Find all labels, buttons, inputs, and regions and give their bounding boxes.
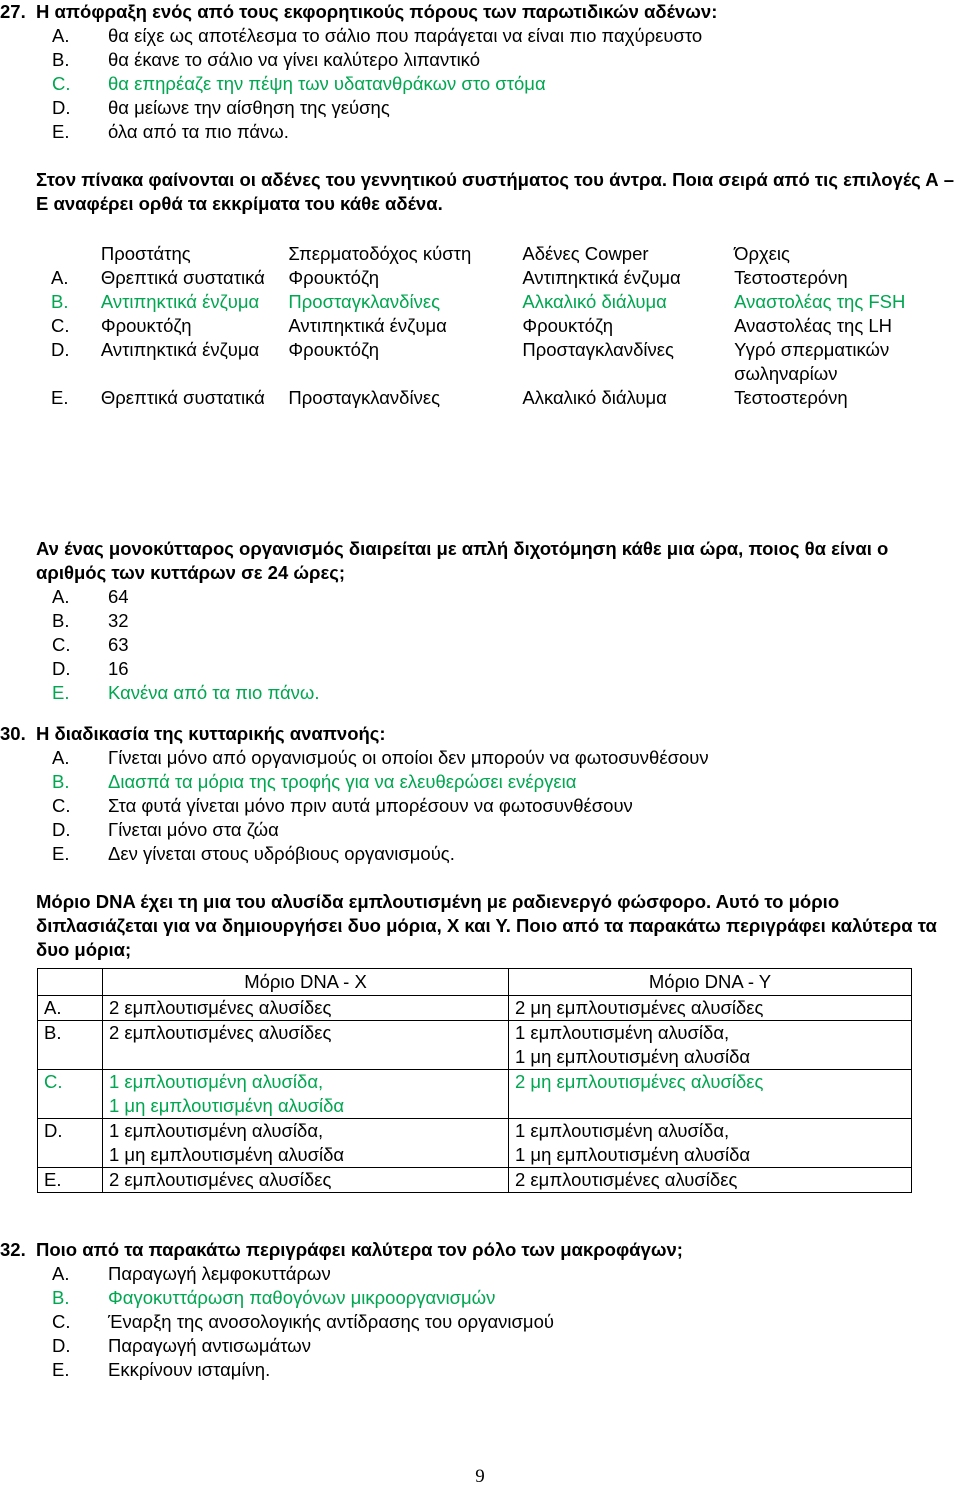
option-c	[0, 633, 960, 657]
table-row	[51, 386, 960, 410]
table-cell	[103, 1070, 509, 1119]
cell-line: 1 μη εμπλουτισμένη αλυσίδα	[515, 1046, 751, 1067]
option-text: θα είχε ως αποτέλεσμα το σάλιο που παράγεται να είναι πιο παχύρευστο	[108, 25, 703, 46]
table-row	[51, 338, 960, 386]
table-cell	[103, 996, 509, 1021]
header-cell: Μόριο DNA - Y	[509, 969, 912, 996]
option-text: Έναρξη της ανοσολογικής αντίδρασης του οργανισμού	[108, 1311, 554, 1332]
options-list	[0, 24, 960, 144]
option-text: 63	[108, 634, 129, 655]
question-title	[0, 168, 960, 216]
table-cell	[103, 1168, 509, 1193]
question-28	[0, 168, 960, 408]
cell-line: 2 εμπλουτισμένες αλυσίδες	[515, 1169, 738, 1190]
option-text: 16	[108, 658, 129, 679]
option-letter: E.	[52, 843, 70, 864]
question-27	[0, 0, 960, 144]
table-row	[38, 1070, 912, 1119]
row-letter: C.	[51, 315, 70, 336]
cell-line: 1 εμπλουτισμένη αλυσίδα,	[109, 1071, 324, 1092]
header-cell: Προστάτης	[100, 243, 191, 264]
cell-line: 1 εμπλουτισμένη αλυσίδα,	[109, 1120, 324, 1141]
option-text: Παραγωγή αντισωμάτων	[108, 1335, 311, 1356]
table-cell	[103, 1119, 509, 1168]
option-d	[0, 96, 960, 120]
option-b	[0, 609, 960, 633]
option-a	[0, 1262, 960, 1286]
table-row	[51, 290, 960, 314]
option-letter: D.	[52, 658, 71, 679]
question-number: 27.	[0, 1, 26, 22]
table-cell: Αντιπηκτικά ένζυμα	[522, 267, 681, 288]
table-cell: Φρουκτόζη	[288, 339, 380, 360]
question-text: Αν ένας μονοκύτταρος οργανισμός διαιρείται με απλή διχοτόμηση κάθε μια ώρα, ποιος θα είναι ο αριθμός των κυττάρων σε 24 ώρες;	[36, 538, 889, 583]
option-text: Φαγοκυττάρωση παθογόνων μικροοργανισμών	[108, 1287, 496, 1308]
table-cell: Φρουκτόζη	[100, 315, 192, 336]
table-cell	[509, 1021, 912, 1070]
question-title	[0, 1238, 960, 1262]
option-letter: B.	[52, 610, 70, 631]
table-header-row	[51, 242, 960, 266]
option-letter: D.	[52, 97, 71, 118]
page-number: 9	[475, 1466, 485, 1487]
table-cell: Τεστοστερόνη	[734, 267, 848, 288]
table-cell: Τεστοστερόνη	[734, 387, 848, 408]
option-e	[0, 842, 960, 866]
table-cell	[509, 1119, 912, 1168]
option-letter: B.	[52, 1287, 70, 1308]
table-cell: Θρεπτικά συστατικά	[100, 387, 265, 408]
table-cell: Αναστολέας της FSH	[734, 291, 906, 312]
table-cell: Θρεπτικά συστατικά	[100, 267, 265, 288]
option-text: Δεν γίνεται στους υδρόβιους οργανισμούς.	[108, 843, 455, 864]
option-letter: A.	[52, 25, 70, 46]
option-d	[0, 657, 960, 681]
cell-line: 1 μη εμπλουτισμένη αλυσίδα	[515, 1144, 751, 1165]
option-text: Κανένα από τα πιο πάνω.	[108, 682, 320, 703]
question-number	[0, 537, 36, 561]
table-cell: Αντιπηκτικά ένζυμα	[288, 315, 447, 336]
table-cell: Προσταγκλανδίνες	[288, 291, 440, 312]
question-text: Ποιο από τα παρακάτω περιγράφει καλύτερα τον ρόλο των μακροφάγων;	[36, 1239, 683, 1260]
row-letter: A.	[51, 267, 69, 288]
options-list	[0, 1262, 960, 1382]
option-letter: C.	[52, 634, 71, 655]
table-cell: Φρουκτόζη	[288, 267, 380, 288]
option-letter: A.	[52, 1263, 70, 1284]
cell-line: 2 μη εμπλουτισμένες αλυσίδες	[515, 997, 764, 1018]
question-29	[0, 537, 960, 705]
table-row	[38, 1021, 912, 1070]
header-cell: Αδένες Cowper	[522, 243, 649, 264]
option-letter: E.	[52, 682, 70, 703]
options-list	[0, 746, 960, 866]
option-text: Παραγωγή λεμφοκυττάρων	[108, 1263, 331, 1284]
table-cell	[509, 1070, 912, 1119]
question-31	[0, 890, 960, 1190]
cell-line: 1 μη εμπλουτισμένη αλυσίδα	[109, 1144, 345, 1165]
cell-line: 1 μη εμπλουτισμένη αλυσίδα	[109, 1095, 345, 1116]
table-header-row	[38, 969, 912, 996]
question-number: 32.	[0, 1239, 26, 1260]
option-letter: B.	[52, 771, 70, 792]
option-a	[0, 585, 960, 609]
option-letter: E.	[52, 1359, 70, 1380]
header-cell: Σπερματοδόχος κύστη	[288, 243, 472, 264]
option-letter: D.	[52, 819, 71, 840]
option-text: θα επηρέαζε την πέψη των υδατανθράκων στο στόμα	[108, 73, 546, 94]
table-cell: Προσταγκλανδίνες	[288, 387, 440, 408]
option-c	[0, 1310, 960, 1334]
table-row	[51, 314, 960, 338]
table-row	[38, 996, 912, 1021]
option-b	[0, 1286, 960, 1310]
question-32	[0, 1238, 960, 1382]
row-letter: B.	[51, 291, 69, 312]
table-cell	[509, 996, 912, 1021]
glands-table	[51, 242, 960, 410]
header-cell: Όρχεις	[734, 243, 790, 264]
table-row	[51, 266, 960, 290]
row-letter: B.	[38, 1021, 103, 1070]
option-text: 64	[108, 586, 129, 607]
dna-table	[37, 968, 912, 1193]
option-text: 32	[108, 610, 129, 631]
row-letter: D.	[51, 339, 70, 360]
question-title	[0, 537, 960, 585]
options-list	[0, 585, 960, 705]
table-cell: Υγρό σπερματικών σωληναρίων	[734, 339, 890, 384]
question-title	[0, 722, 960, 746]
option-a	[0, 24, 960, 48]
option-text: Διασπά τα μόρια της τροφής για να ελευθερώσει ενέργεια	[108, 771, 577, 792]
table-cell: Αντιπηκτικά ένζυμα	[100, 291, 260, 312]
table-row	[38, 1119, 912, 1168]
table-cell: Αλκαλικό διάλυμα	[522, 291, 667, 312]
row-letter: D.	[38, 1119, 103, 1168]
option-e	[0, 1358, 960, 1382]
question-text: Μόριο DNA έχει τη μια του αλυσίδα εμπλουτισμένη με ραδιενεργό φώσφορο. Αυτό το μόριο διπλασιάζεται για να δημιουργήσει δυο μόρια, Χ και Υ. Ποιο από τα παρακάτω περιγράφει καλύτερα τα δυο μόρια;	[36, 891, 937, 960]
option-a	[0, 746, 960, 770]
option-letter: B.	[52, 49, 70, 70]
option-letter: C.	[52, 73, 71, 94]
table-cell: Αντιπηκτικά ένζυμα	[100, 339, 260, 360]
table-cell: Αναστολέας της LH	[734, 315, 893, 336]
row-letter: C.	[38, 1070, 103, 1119]
option-text: Εκκρίνουν ισταμίνη.	[108, 1359, 271, 1380]
option-e	[0, 120, 960, 144]
row-letter: A.	[38, 996, 103, 1021]
cell-line: 2 εμπλουτισμένες αλυσίδες	[109, 1022, 332, 1043]
option-letter: A.	[52, 586, 70, 607]
question-text: Η διαδικασία της κυτταρικής αναπνοής:	[36, 723, 386, 744]
option-letter: C.	[52, 1311, 71, 1332]
table-cell: Αλκαλικό διάλυμα	[522, 387, 667, 408]
row-letter: E.	[38, 1168, 103, 1193]
table-cell: Προσταγκλανδίνες	[522, 339, 674, 360]
question-text: Η απόφραξη ενός από τους εκφορητικούς πόρους των παρωτιδικών αδένων:	[36, 1, 718, 22]
option-text: Γίνεται μόνο από οργανισμούς οι οποίοι δεν μπορούν να φωτοσυνθέσουν	[108, 747, 709, 768]
question-number	[0, 168, 36, 192]
cell-line: 1 εμπλουτισμένη αλυσίδα,	[515, 1022, 730, 1043]
question-title	[0, 890, 960, 962]
table-cell	[103, 1021, 509, 1070]
option-c	[0, 72, 960, 96]
option-text: θα έκανε το σάλιο να γίνει καλύτερο λιπαντικό	[108, 49, 480, 70]
option-text: όλα από τα πιο πάνω.	[108, 121, 289, 142]
option-letter: D.	[52, 1335, 71, 1356]
question-number: 30.	[0, 723, 26, 744]
header-cell: Μόριο DNA - X	[103, 969, 509, 996]
cell-line: 2 εμπλουτισμένες αλυσίδες	[109, 997, 332, 1018]
question-title	[0, 0, 960, 24]
option-e	[0, 681, 960, 705]
table-cell	[509, 1168, 912, 1193]
table-cell: Φρουκτόζη	[522, 315, 614, 336]
option-letter: A.	[52, 747, 70, 768]
row-letter: E.	[51, 387, 69, 408]
table-row	[38, 1168, 912, 1193]
cell-line: 2 μη εμπλουτισμένες αλυσίδες	[515, 1071, 764, 1092]
option-c	[0, 794, 960, 818]
cell-line: 1 εμπλουτισμένη αλυσίδα,	[515, 1120, 730, 1141]
option-d	[0, 818, 960, 842]
option-text: θα μείωνε την αίσθηση της γεύσης	[108, 97, 390, 118]
option-b	[0, 48, 960, 72]
question-30	[0, 722, 960, 866]
cell-line: 2 εμπλουτισμένες αλυσίδες	[109, 1169, 332, 1190]
option-d	[0, 1334, 960, 1358]
option-letter: E.	[52, 121, 70, 142]
option-letter: C.	[52, 795, 71, 816]
option-text: Γίνεται μόνο στα ζώα	[108, 819, 279, 840]
question-text: Στον πίνακα φαίνονται οι αδένες του γεννητικού συστήματος του άντρα. Ποια σειρά από τις επιλογές Α – Ε αναφέρει ορθά τα εκκρίματα του κάθε αδένα.	[36, 169, 955, 214]
option-text: Στα φυτά γίνεται μόνο πριν αυτά μπορέσουν να φωτοσυνθέσουν	[108, 795, 633, 816]
option-b	[0, 770, 960, 794]
question-number	[0, 890, 36, 914]
